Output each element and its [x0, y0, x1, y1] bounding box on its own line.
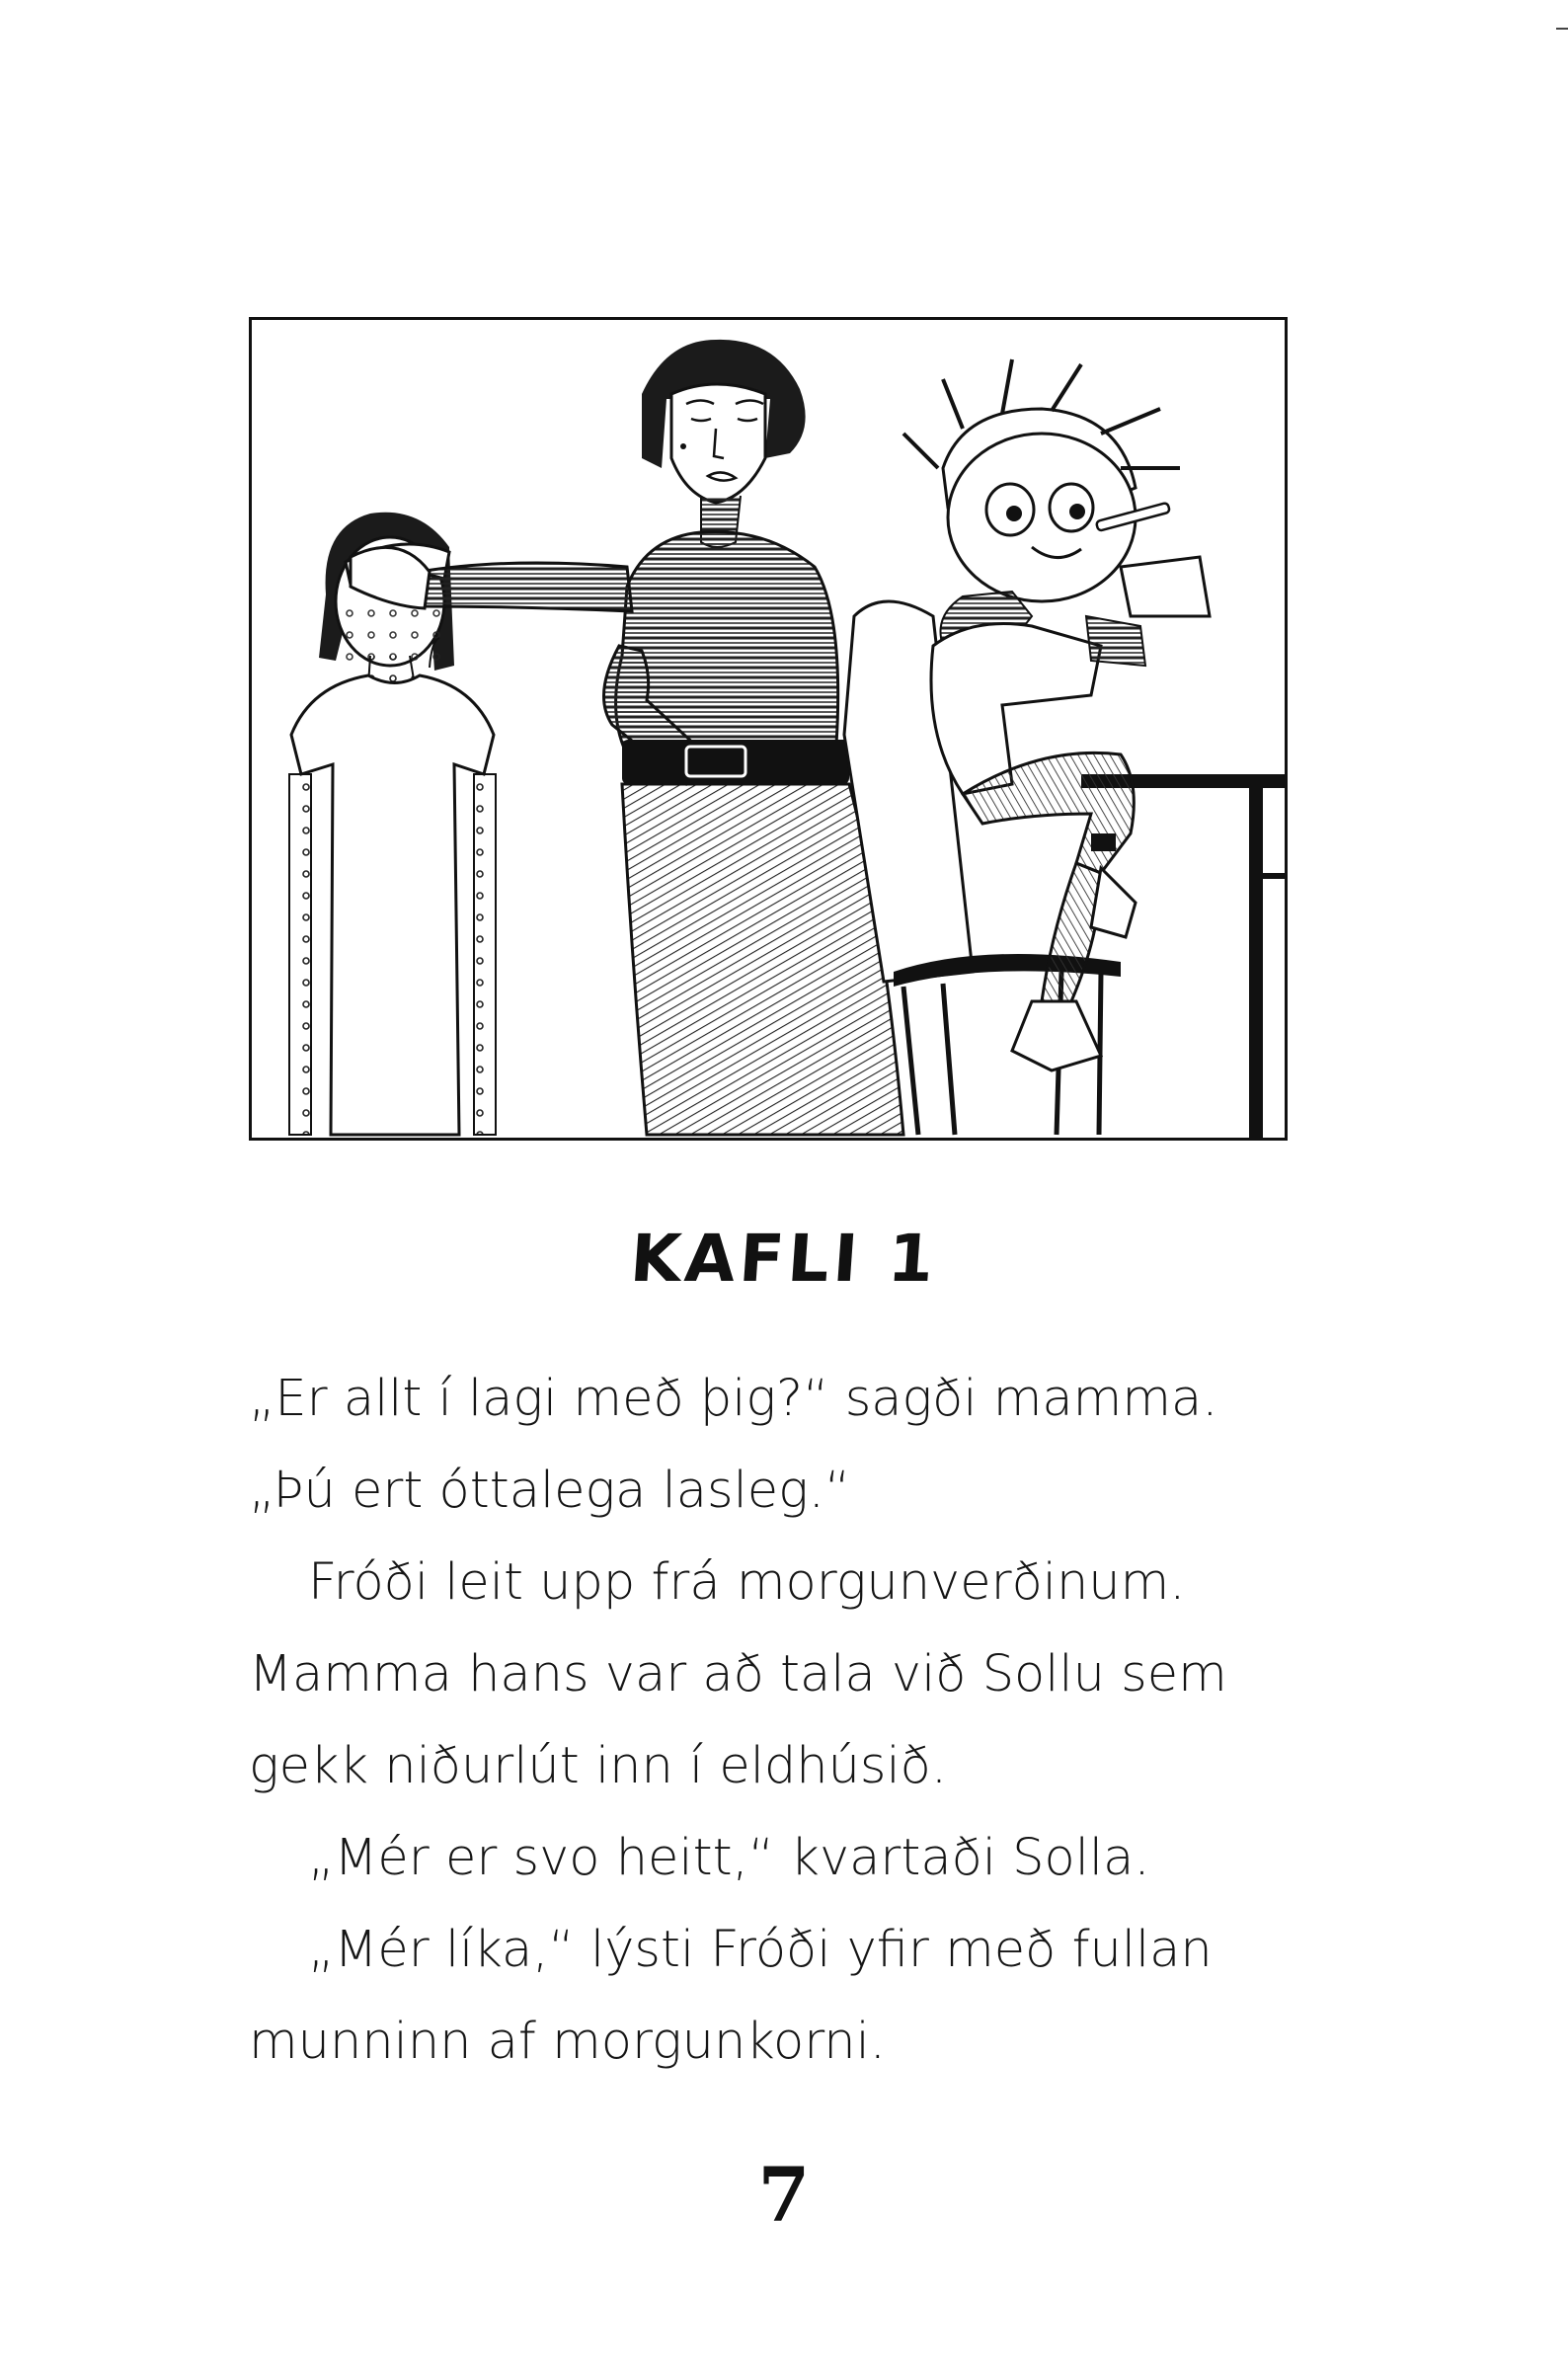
paragraph: Fróði leit upp frá morgunverðinum. Mamma hans var að tala við Sollu sem gekk niðurlút inn í eldhúsið. — [249, 1553, 1227, 1795]
chapter-title: KAFLI 1 — [627, 1221, 941, 1297]
chapter-illustration — [249, 317, 1288, 1141]
crop-mark — [1556, 28, 1568, 30]
paragraph: „Mér er svo heitt,“ kvartaði Solla. — [308, 1829, 1150, 1887]
page-number: 7 — [757, 2151, 811, 2239]
paragraph: „Er allt í lagi með þig?“ sagði mamma. „Þú ert óttalega lasleg.“ — [249, 1370, 1218, 1520]
paragraph: „Mér líka,“ lýsti Fróði yfir með fullan munninn af morgunkorni. — [249, 1921, 1213, 2071]
body-text — [249, 1353, 1315, 2088]
